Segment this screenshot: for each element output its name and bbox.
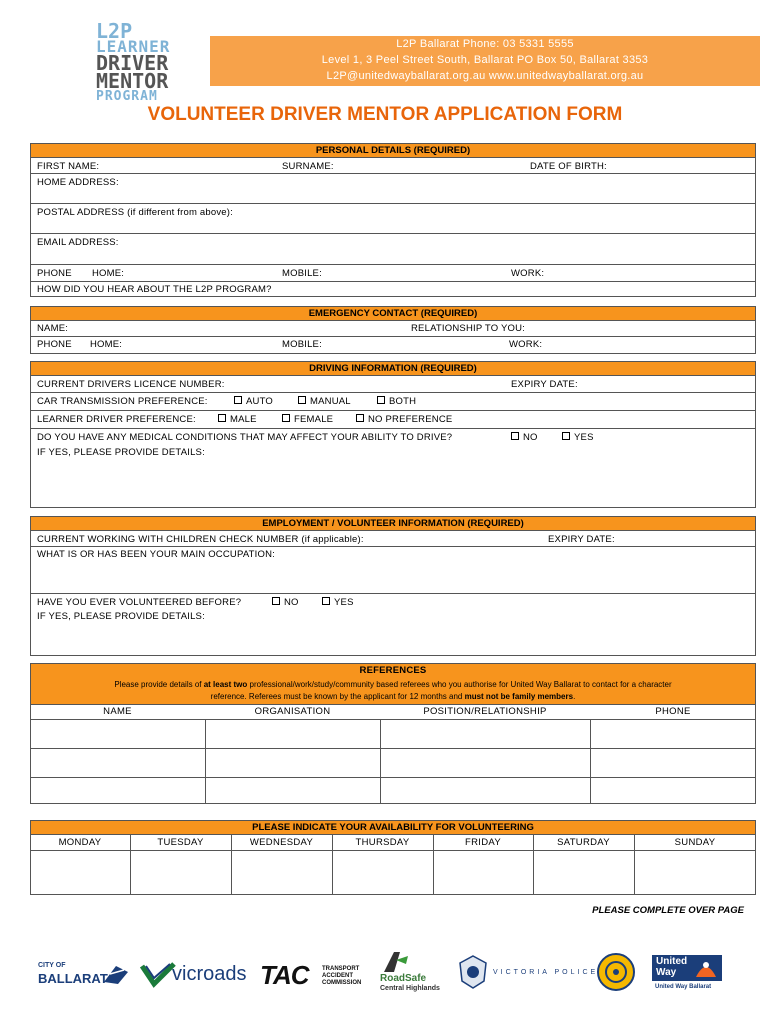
hear-about-label: HOW DID YOU HEAR ABOUT THE L2P PROGRAM?: [37, 284, 272, 295]
logo-program: PROGRAM: [96, 89, 158, 104]
transmission-label: CAR TRANSMISSION PREFERENCE:: [37, 396, 208, 407]
wwc-expiry-label: EXPIRY DATE:: [548, 534, 615, 545]
female-option[interactable]: FEMALE: [282, 414, 333, 426]
volunteered-label: HAVE YOU EVER VOLUNTEERED BEFORE?: [37, 597, 242, 608]
home-address-label: HOME ADDRESS:: [37, 177, 119, 188]
ref1-name-cell[interactable]: [31, 720, 204, 747]
ballarat-flag-icon: [102, 962, 130, 986]
personal-details-section: [30, 157, 756, 297]
volunteer-details-label: IF YES, PLEASE PROVIDE DETAILS:: [37, 611, 205, 622]
day-wednesday: WEDNESDAY: [249, 837, 314, 848]
both-option[interactable]: BOTH: [377, 396, 416, 408]
volunteered-yes-checkbox[interactable]: [322, 597, 330, 605]
relationship-label: RELATIONSHIP TO YOU:: [411, 323, 525, 334]
wwc-label: CURRENT WORKING WITH CHILDREN CHECK NUMBER (if applicable):: [37, 534, 364, 545]
logo-mentor: MENTOR: [96, 69, 169, 93]
banner-line-1: L2P Ballarat Phone: 03 5331 5555: [396, 38, 574, 50]
medical-no-checkbox[interactable]: [511, 432, 519, 440]
logo-l2p: L2P: [96, 19, 133, 43]
tac-subtitle: TRANSPORT ACCIDENT COMMISSION: [322, 966, 362, 986]
tac-logo-text: TAC: [260, 960, 309, 990]
complete-over-page-note: PLEASE COMPLETE OVER PAGE: [592, 905, 744, 916]
auto-checkbox[interactable]: [234, 396, 242, 404]
ref2-name-cell[interactable]: [31, 749, 204, 776]
driving-info-heading: DRIVING INFORMATION (REQUIRED): [30, 361, 756, 376]
ref-col-name: NAME: [103, 706, 132, 717]
banner-line-3: L2P@unitedwayballarat.org.au www.unitedwayballarat.org.au: [326, 70, 644, 82]
emergency-contact-heading: EMERGENCY CONTACT (REQUIRED): [30, 306, 756, 321]
united-way-ballarat-text: United Way Ballarat: [655, 984, 712, 990]
surname-label: SURNAME:: [282, 161, 334, 172]
licence-label: CURRENT DRIVERS LICENCE NUMBER:: [37, 379, 225, 390]
logo-driver: DRIVER: [96, 51, 169, 75]
day-friday: FRIDAY: [465, 837, 501, 848]
logo-learner: LEARNER: [96, 37, 171, 56]
availability-heading: PLEASE INDICATE YOUR AVAILABILITY FOR VOLUNTEERING: [30, 820, 756, 835]
manual-option[interactable]: MANUAL: [298, 396, 351, 408]
day-saturday: SATURDAY: [557, 837, 610, 848]
email-label: EMAIL ADDRESS:: [37, 237, 119, 248]
united-way-logo-text: United Way: [656, 956, 688, 978]
both-checkbox[interactable]: [377, 396, 385, 404]
references-heading: REFERENCES: [359, 665, 427, 676]
learner-pref-label: LEARNER DRIVER PREFERENCE:: [37, 414, 196, 425]
first-name-label: FIRST NAME:: [37, 161, 100, 172]
phone-work-label: WORK:: [511, 268, 545, 279]
ballarat-logo-text: BALLARAT: [38, 971, 108, 986]
auto-option[interactable]: AUTO: [234, 396, 273, 408]
phone-mobile-label: MOBILE:: [282, 268, 322, 279]
contact-banner: [210, 36, 760, 86]
emergency-phone-label: PHONE: [37, 339, 72, 350]
volunteered-no-option[interactable]: NO: [272, 597, 299, 609]
volunteered-yes-option[interactable]: YES: [322, 597, 354, 609]
employment-heading: EMPLOYMENT / VOLUNTEER INFORMATION (REQUIRED): [30, 516, 756, 531]
victoria-police-text: VICTORIA POLICE: [493, 969, 599, 976]
ref-col-position: POSITION/RELATIONSHIP: [423, 706, 547, 717]
phone-home-label: HOME:: [92, 268, 125, 279]
form-title: VOLUNTEER DRIVER MENTOR APPLICATION FORM: [147, 104, 623, 125]
roadsafe-subtitle: Central Highlands: [380, 985, 440, 992]
female-checkbox[interactable]: [282, 414, 290, 422]
volunteered-no-checkbox[interactable]: [272, 597, 280, 605]
male-option[interactable]: MALE: [218, 414, 257, 426]
ref-col-organisation: ORGANISATION: [254, 706, 331, 717]
l2p-logo: [96, 19, 206, 104]
dob-label: DATE OF BIRTH:: [530, 161, 607, 172]
licence-expiry-label: EXPIRY DATE:: [511, 379, 578, 390]
day-thursday: THURSDAY: [355, 837, 410, 848]
no-preference-checkbox[interactable]: [356, 414, 364, 422]
references-note-2: reference. Referees must be known by the applicant for 12 months and must not be family members.: [210, 692, 576, 701]
roadsafe-logo-text: RoadSafe: [380, 973, 427, 984]
references-note-1: Please provide details of at least two professional/work/study/community based referees who you authorise for United Way Ballarat to contact for a character: [114, 680, 672, 689]
emergency-work-label: WORK:: [509, 339, 543, 350]
medical-no-option[interactable]: NO: [511, 432, 538, 444]
rotary-wheel-icon: [596, 952, 636, 992]
postal-address-label: POSTAL ADDRESS (if different from above):: [37, 207, 233, 218]
male-checkbox[interactable]: [218, 414, 226, 422]
banner-line-2: Level 1, 3 Peel Street South, Ballarat PO Box 50, Ballarat 3353: [321, 54, 649, 66]
medical-details-label: IF YES, PLEASE PROVIDE DETAILS:: [37, 447, 205, 458]
phone-label: PHONE: [37, 268, 72, 279]
vicroads-v-icon: [140, 962, 176, 988]
victoria-police-badge-icon: [458, 955, 488, 989]
emergency-home-label: HOME:: [90, 339, 123, 350]
personal-details-heading: PERSONAL DETAILS (REQUIRED): [30, 143, 756, 158]
medical-yes-option[interactable]: YES: [562, 432, 594, 444]
city-of-label: CITY OF: [38, 962, 66, 969]
emergency-contact-section: [30, 320, 756, 354]
roadsafe-road-icon: [380, 950, 410, 974]
day-tuesday: TUESDAY: [157, 837, 204, 848]
united-way-hand-icon: [694, 957, 718, 979]
ref-col-phone: PHONE: [655, 706, 691, 717]
occupation-label: WHAT IS OR HAS BEEN YOUR MAIN OCCUPATION:: [37, 549, 275, 560]
emergency-name-label: NAME:: [37, 323, 69, 334]
day-monday: MONDAY: [58, 837, 102, 848]
emergency-mobile-label: MOBILE:: [282, 339, 322, 350]
day-sunday: SUNDAY: [674, 837, 716, 848]
manual-checkbox[interactable]: [298, 396, 306, 404]
medical-label: DO YOU HAVE ANY MEDICAL CONDITIONS THAT MAY AFFECT YOUR ABILITY TO DRIVE?: [37, 432, 453, 443]
no-preference-option[interactable]: NO PREFERENCE: [356, 414, 452, 426]
medical-yes-checkbox[interactable]: [562, 432, 570, 440]
ref3-name-cell[interactable]: [31, 778, 204, 803]
vicroads-logo-text: vicroads: [172, 963, 247, 985]
